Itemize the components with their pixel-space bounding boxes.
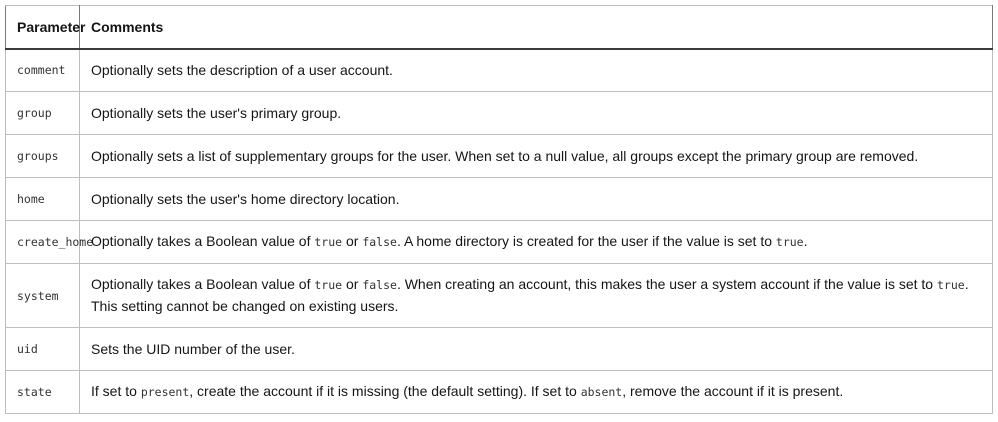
table-row <box>6 178 993 221</box>
header-comments: Comments <box>80 6 993 49</box>
table-row <box>6 92 993 135</box>
inline-code: false <box>362 235 397 249</box>
comment-text: Optionally sets the user's primary group. <box>91 104 342 121</box>
comment-cell <box>80 135 993 178</box>
comment-text: , create the account if it is missing (the default setting). If set to <box>189 383 581 399</box>
comment-text: Optionally sets the user's home directory location. <box>91 190 400 207</box>
comment-text: . When creating an account, this makes the user a system account if the value is set to <box>396 276 937 292</box>
comment-cell <box>80 371 993 414</box>
comment-text: If set to <box>91 383 141 399</box>
table-body <box>6 49 993 414</box>
inline-code: true <box>936 278 965 292</box>
comment-text: Optionally takes a Boolean value of <box>91 233 315 249</box>
parameter-cell: system <box>6 264 80 328</box>
header-row <box>6 6 993 49</box>
comment-text: Optionally sets the description of a user account. <box>91 61 393 78</box>
header-parameter: Parameter <box>6 6 80 49</box>
comment-text: Optionally takes a Boolean value of <box>91 276 315 292</box>
inline-code: false <box>362 278 397 292</box>
table-row <box>6 221 993 264</box>
table-row <box>6 135 993 178</box>
inline-code: true <box>314 278 343 292</box>
comment-text: Optionally sets a list of supplementary groups for the user. When set to a null value, all groups except the primary group are removed. <box>91 147 919 164</box>
parameter-cell: group <box>6 92 80 135</box>
table-row <box>6 371 993 414</box>
parameter-cell: state <box>6 371 80 414</box>
comment-text: . <box>803 233 808 249</box>
parameter-cell: groups <box>6 135 80 178</box>
comment-cell <box>80 92 993 135</box>
parameter-cell: comment <box>6 49 80 92</box>
comment-text: or <box>342 233 363 249</box>
parameter-cell: uid <box>6 328 80 371</box>
comment-text: . This setting cannot be changed on existing users. <box>91 276 969 314</box>
table-row <box>6 49 993 92</box>
comment-cell <box>80 178 993 221</box>
comment-cell <box>80 264 993 328</box>
parameter-cell: home <box>6 178 80 221</box>
comment-cell <box>80 49 993 92</box>
table-row <box>6 328 993 371</box>
comment-text: , remove the account if it is present. <box>622 383 844 399</box>
comment-text: or <box>342 276 363 292</box>
inline-code: present <box>140 385 190 399</box>
comment-cell <box>80 221 993 264</box>
parameters-table <box>5 5 993 414</box>
table-row <box>6 264 993 328</box>
comment-text: . A home directory is created for the user if the value is set to <box>396 233 776 249</box>
comment-text: Sets the UID number of the user. <box>91 340 295 357</box>
inline-code: true <box>775 235 804 249</box>
parameter-cell: create_home <box>6 221 80 264</box>
inline-code: true <box>314 235 343 249</box>
table-header <box>6 6 993 49</box>
comment-cell <box>80 328 993 371</box>
inline-code: absent <box>580 385 623 399</box>
